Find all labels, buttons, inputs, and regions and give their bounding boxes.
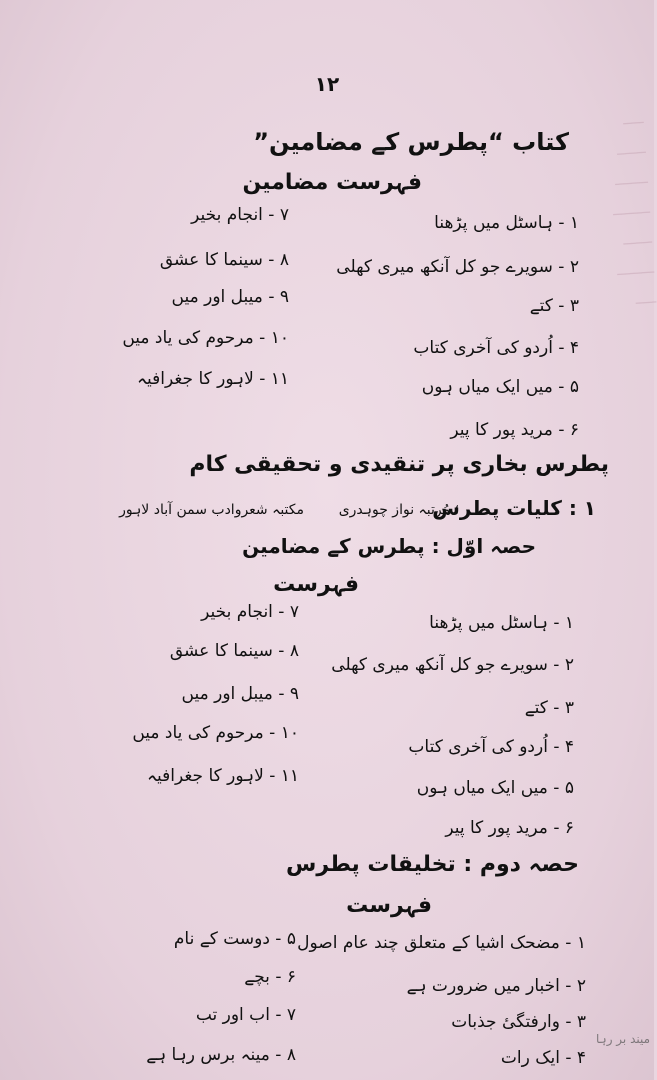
kulliyat-compiler: ؛ مُرتبہ نواز چوہدری [338, 502, 459, 518]
toc1-item: ۱۰ - مرحوم کی یاد میں [122, 328, 289, 348]
toc1-item: ۴ - اُردو کی آخری کتاب [413, 338, 579, 358]
book-title: کتاب “پطرس کے مضامین” [253, 128, 569, 156]
part1-item: ۸ - سینما کا عشق [169, 641, 299, 661]
bleed-through-text: ـــــ ـــــــ ــــــــ ـــــــــ ـــــــ ـــــــــ ـــــ [612, 110, 657, 308]
part1-heading: فہرست [273, 572, 359, 597]
kulliyat-title: ۱ : کلیات پطرس [432, 496, 596, 520]
part1-title: حصہ اوّل : پطرس کے مضامین [242, 534, 536, 558]
toc1-item: ۹ - میبل اور میں [171, 287, 289, 307]
part2-heading: فہرست [346, 893, 432, 918]
part2-item: ۸ - مینہ برس رہا ہے [146, 1045, 296, 1065]
toc1-item: ۸ - سینما کا عشق [159, 250, 289, 270]
toc1-item: ۲ - سویرے جو کل آنکھ میری کھلی [336, 257, 579, 277]
part1-item: ۶ - مرید پور کا پیر [445, 818, 574, 838]
toc1-item: ۳ - کتے [529, 296, 579, 316]
part1-item: ۴ - اُردو کی آخری کتاب [408, 737, 574, 757]
part2-item: ۲ - اخبار میں ضرورت ہے [406, 976, 586, 996]
part1-item: ۲ - سویرے جو کل آنکھ میری کھلی [331, 655, 574, 675]
part1-item: ۱ - ہاسٹل میں پڑھنا [429, 613, 574, 633]
kulliyat-publisher: مکتبہ شعروادب سمن آباد لاہور [119, 502, 304, 518]
part2-item: ۱ - مضحک اشیا کے متعلق چند عام اصول [297, 933, 586, 953]
part1-item: ۷ - انجام بخیر [201, 602, 299, 622]
part2-title: حصہ دوم : تخلیقات پطرس [286, 852, 579, 877]
part2-item: ۷ - اب اور تب [195, 1005, 296, 1025]
toc1-item: ۱۱ - لاہور کا جغرافیہ [137, 369, 289, 389]
part2-item: ۳ - وارفتگیٔ جذبات [451, 1012, 586, 1032]
page-number: ۱۲ [314, 72, 340, 96]
part1-item: ۹ - میبل اور میں [181, 684, 299, 704]
toc1-item: ۷ - انجام بخیر [191, 205, 289, 225]
toc1-item: ۶ - مرید پور کا پیر [450, 420, 579, 440]
part1-item: ۵ - میں ایک میاں ہوں [416, 778, 574, 798]
part1-item: ۱۱ - لاہور کا جغرافیہ [147, 766, 299, 786]
toc1-heading: فہرست مضامین [242, 170, 422, 195]
toc1-item: ۱ - ہاسٹل میں پڑھنا [434, 213, 579, 233]
edge-fragment-text: میند بر رہا [596, 1032, 651, 1046]
part1-item: ۳ - کتے [524, 698, 574, 718]
part2-item: ۵ - دوست کے نام [173, 929, 296, 949]
section-heading: پطرس بخاری پر تنقیدی و تحقیقی کام [189, 452, 609, 477]
toc1-item: ۵ - میں ایک میاں ہوں [421, 377, 579, 397]
part2-item: ۶ - بچے [244, 967, 296, 987]
part2-item: ۴ - ایک رات [500, 1048, 586, 1068]
part1-item: ۱۰ - مرحوم کی یاد میں [132, 723, 299, 743]
